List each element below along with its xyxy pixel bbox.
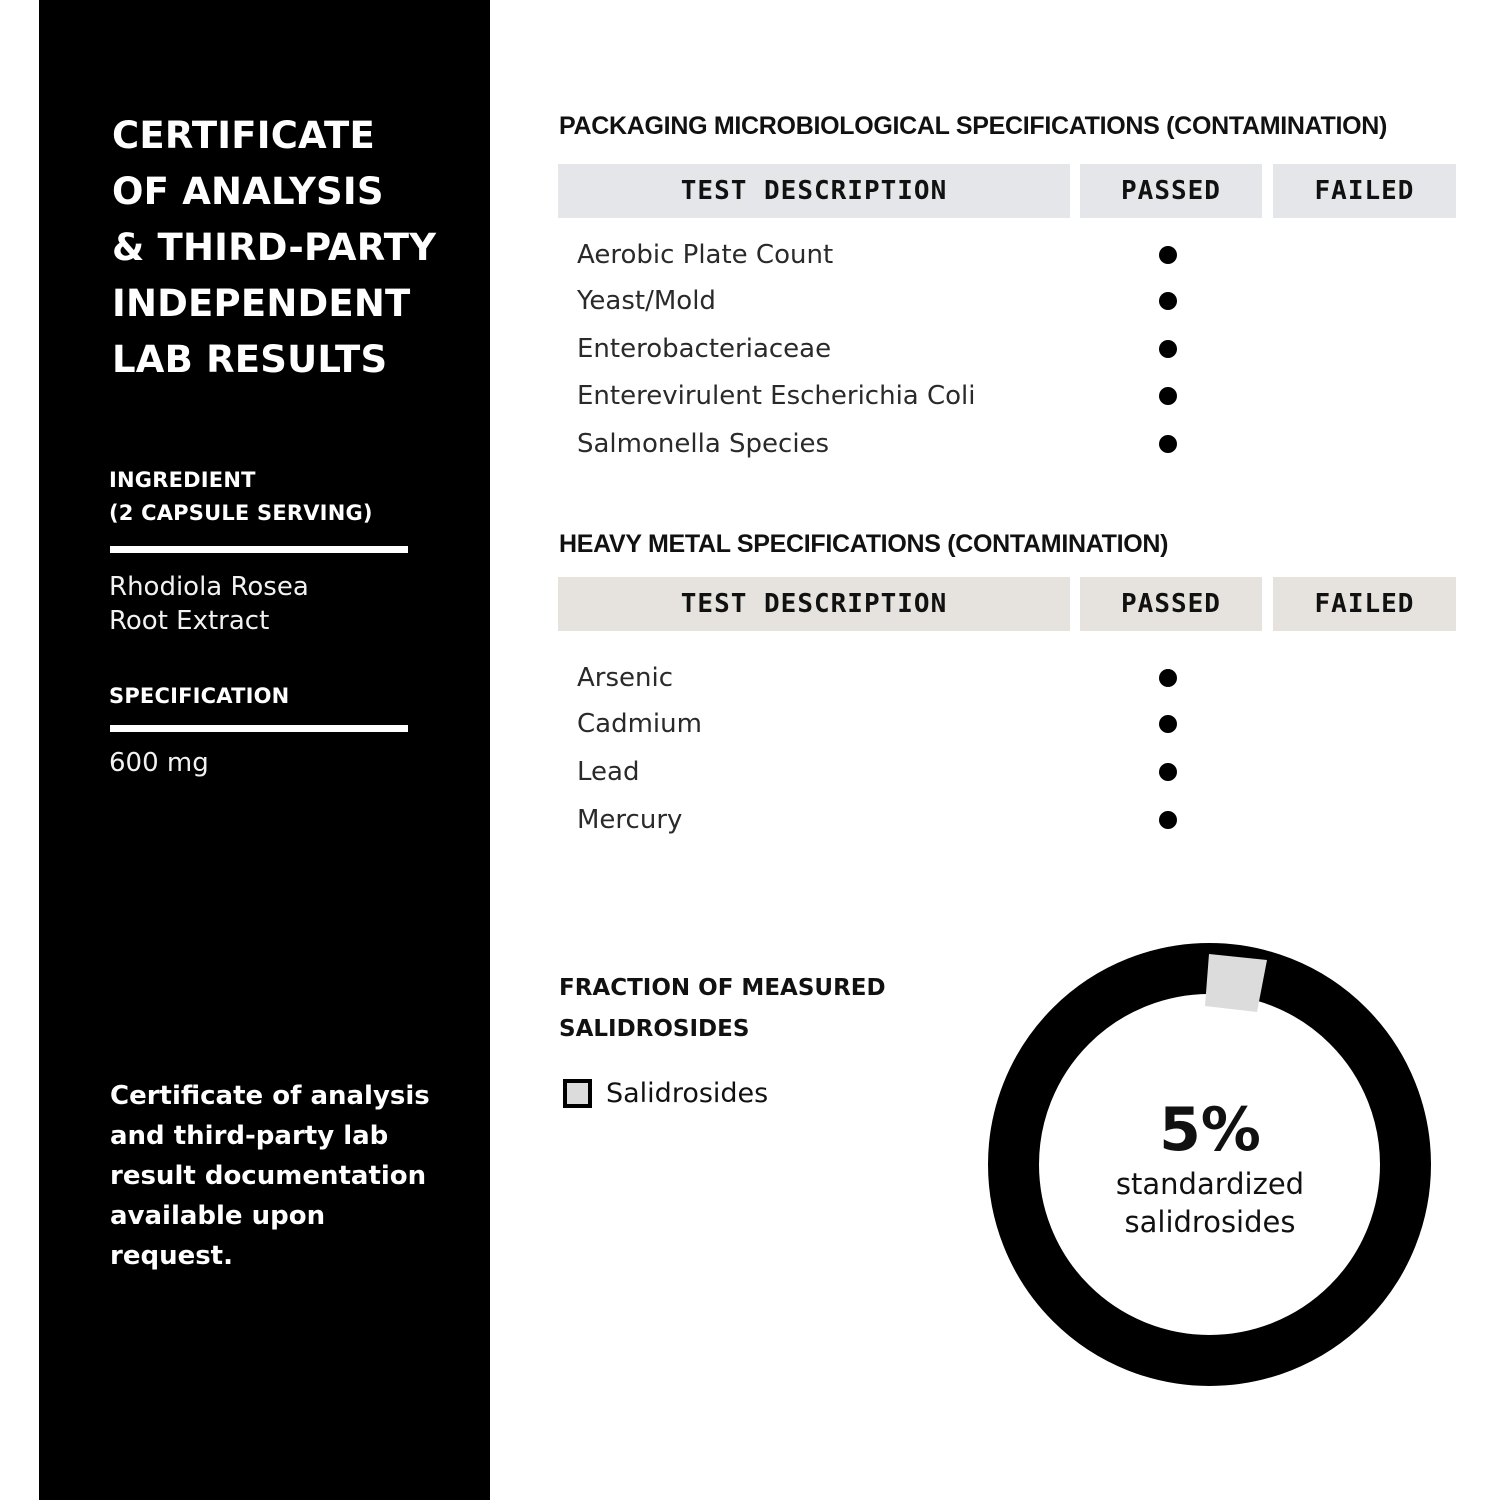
passed-dot-icon [1159,811,1177,829]
table-row [577,796,1457,844]
passed-dot-icon [1159,340,1177,358]
chart-legend [563,1078,768,1109]
ingredient-value [109,570,309,638]
section-title: PACKAGING MICROBIOLOGICAL SPECIFICATIONS (CONTAMINATION) [559,112,1388,140]
note-line: result documentation [110,1161,427,1191]
specification-label: SPECIFICATION [109,684,290,708]
table-row [577,748,1457,796]
ingredient-value-line: Rhodiola Rosea [109,572,309,602]
specification-value: 600 mg [109,748,209,778]
table-row [577,700,1457,748]
title-line: INDEPENDENT [112,282,411,325]
column-header-test-description: TEST DESCRIPTION [558,164,1070,218]
passed-dot-icon [1159,763,1177,781]
test-description: Enterobacteriaceae [577,334,832,364]
column-header-failed: FAILED [1273,577,1456,631]
note-line: available upon [110,1201,326,1231]
title-line: & THIRD-PARTY [112,226,437,269]
table-row [577,420,1457,468]
chart-title-line: FRACTION OF MEASURED [559,975,886,1001]
percent-caption-line: standardized [1115,1167,1305,1201]
table-row [577,372,1457,420]
legend-label: Salidrosides [606,1078,769,1109]
column-header-failed: FAILED [1273,164,1456,218]
test-description: Arsenic [577,663,674,693]
test-description: Aerobic Plate Count [577,240,834,270]
note-line: and third-party lab [110,1121,389,1151]
ingredient-label-line: INGREDIENT [109,468,256,492]
passed-dot-icon [1159,715,1177,733]
title-line: CERTIFICATE [112,114,375,157]
page-title [112,108,472,388]
availability-note [110,1076,450,1276]
passed-dot-icon [1159,292,1177,310]
test-description: Yeast/Mold [577,286,716,316]
divider [110,546,408,553]
table-row [577,231,1457,279]
donut-segment-salidrosides [1205,954,1267,1012]
divider [110,725,408,732]
table-row [577,277,1457,325]
test-description: Lead [577,757,640,787]
sidebar-panel [39,0,490,1500]
test-description: Cadmium [577,709,702,739]
title-line: LAB RESULTS [112,338,388,381]
donut-center-label [1030,1095,1390,1241]
table-row [577,654,1457,702]
table-row [577,325,1457,373]
ingredient-value-line: Root Extract [109,606,270,636]
chart-title-line: SALIDROSIDES [559,1016,750,1042]
test-description: Mercury [577,805,683,835]
section-title: HEAVY METAL SPECIFICATIONS (CONTAMINATION) [559,530,1169,558]
chart-title [559,968,886,1050]
column-header-passed: PASSED [1080,164,1262,218]
legend-swatch-icon [563,1079,592,1108]
passed-dot-icon [1159,435,1177,453]
ingredient-label [109,464,373,530]
column-header-test-description: TEST DESCRIPTION [558,577,1070,631]
test-description: Salmonella Species [577,429,830,459]
percent-caption-line: salidrosides [1124,1205,1296,1239]
note-line: Certificate of analysis [110,1081,430,1111]
ingredient-label-line: (2 CAPSULE SERVING) [109,501,373,525]
note-line: request. [110,1241,233,1271]
passed-dot-icon [1159,246,1177,264]
title-line: OF ANALYSIS [112,170,384,213]
column-header-passed: PASSED [1080,577,1262,631]
percent-value: 5% [1159,1095,1261,1165]
test-description: Enterevirulent Escherichia Coli [577,381,976,411]
passed-dot-icon [1159,387,1177,405]
passed-dot-icon [1159,669,1177,687]
